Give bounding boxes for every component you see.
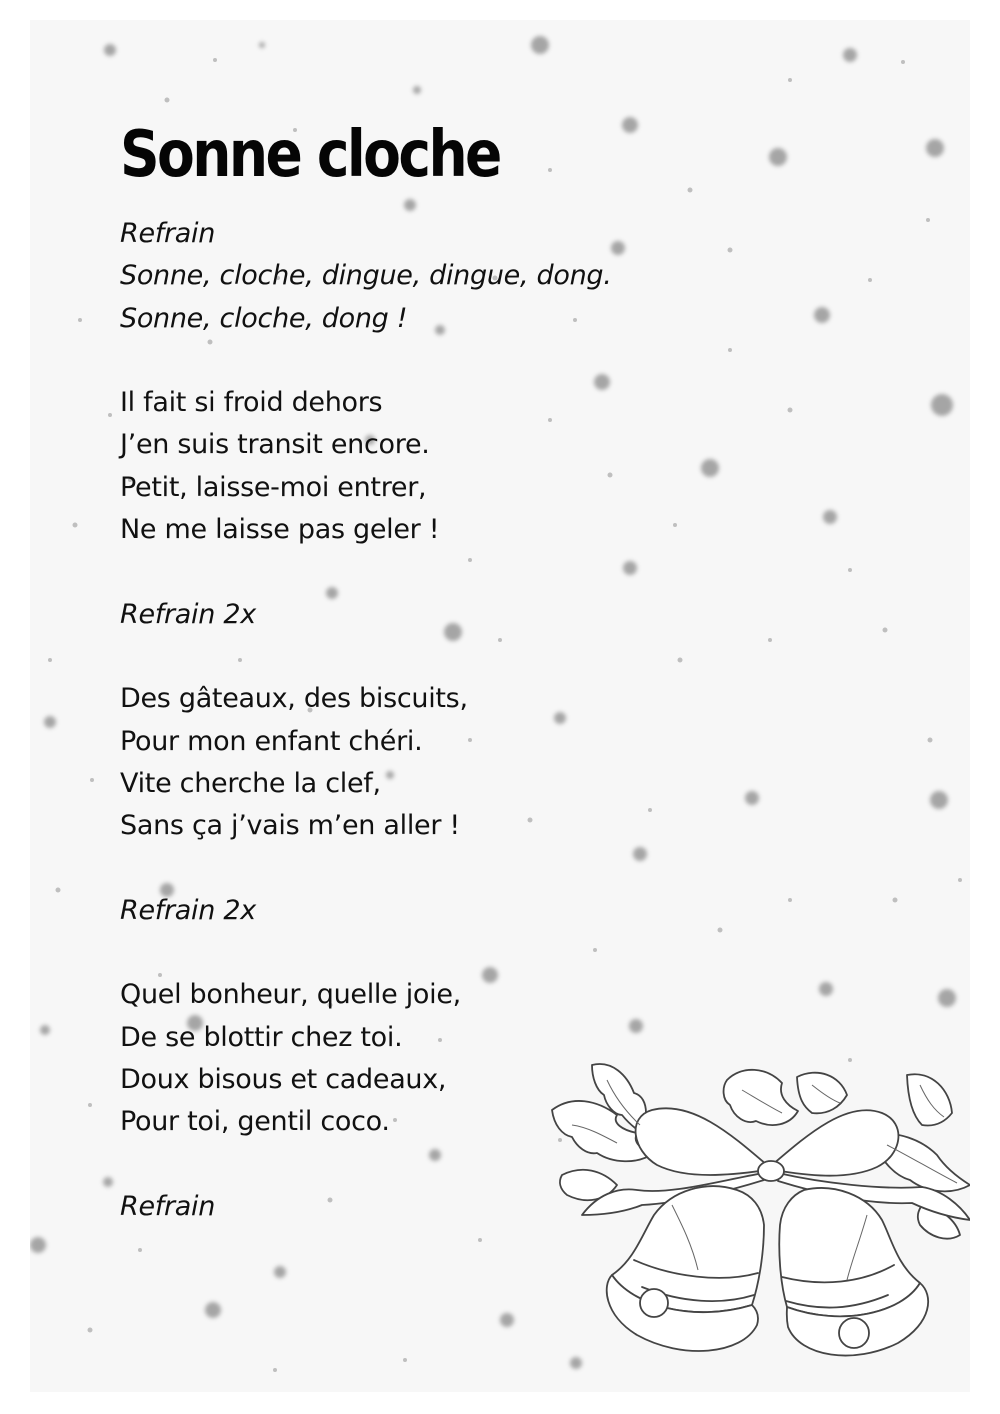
verse-1-line-3: Petit, laisse-moi entrer, — [120, 471, 427, 503]
verse-2 — [120, 678, 820, 847]
christmas-bells-icon — [542, 1055, 970, 1375]
lyrics-page — [30, 20, 970, 1392]
verse-1-line-1: Il fait si froid dehors — [120, 387, 383, 419]
verse-2-line-1: Des gâteaux, des biscuits, — [120, 683, 468, 715]
refrain-repeat-1 — [120, 594, 820, 636]
refrain-block — [120, 213, 820, 340]
verse-2-line-4: Sans ça j’vais m’en aller ! — [120, 810, 460, 842]
refrain-repeat-2 — [120, 890, 820, 932]
verse-3-line-4: Pour toi, gentil coco. — [120, 1106, 390, 1138]
song-title: Sonne cloche — [120, 118, 500, 192]
verse-2-line-3: Vite cherche la clef, — [120, 767, 381, 799]
verse-3-line-3: Doux bisous et cadeaux, — [120, 1063, 447, 1095]
verse-3-line-1: Quel bonheur, quelle joie, — [120, 979, 461, 1011]
refrain-line-2: Sonne, cloche, dong ! — [120, 302, 408, 334]
refrain-2x-label: Refrain 2x — [120, 894, 256, 926]
verse-1-line-4: Ne me laisse pas geler ! — [120, 514, 440, 546]
final-refrain-label: Refrain — [120, 1190, 216, 1222]
verse-3-line-2: De se blottir chez toi. — [120, 1021, 403, 1053]
verse-2-line-2: Pour mon enfant chéri. — [120, 725, 423, 757]
verse-1 — [120, 382, 820, 551]
refrain-2x-label: Refrain 2x — [120, 598, 256, 630]
refrain-label: Refrain — [120, 218, 216, 249]
refrain-line-1: Sonne, cloche, dingue, dingue, dong. — [120, 260, 612, 292]
verse-1-line-2: J’en suis transit encore. — [120, 429, 430, 461]
